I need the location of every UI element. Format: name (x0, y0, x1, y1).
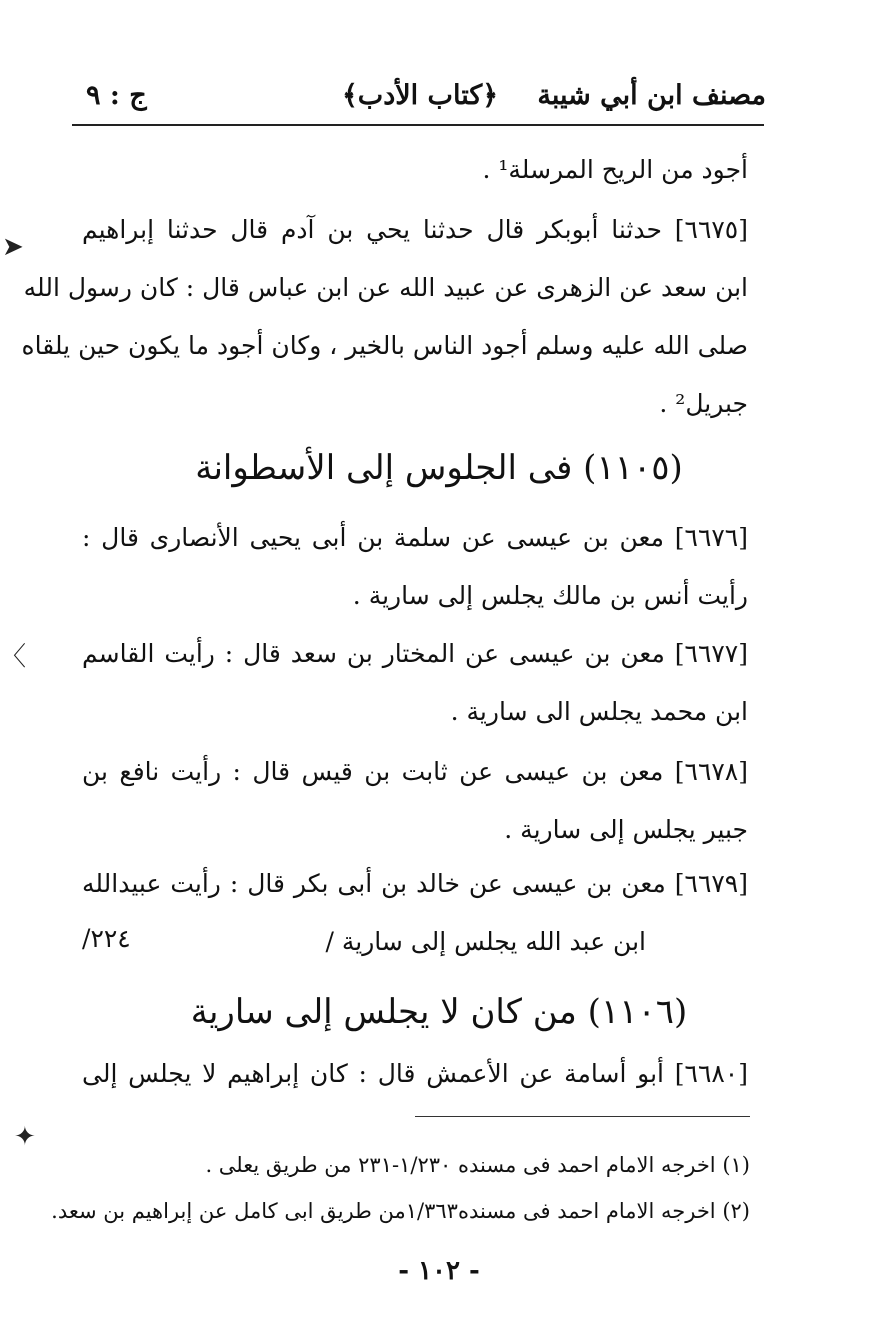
chapter-heading-1105: (١١٠٥) فى الجلوس إلى الأسطوانة (195, 448, 683, 488)
page-number: - ١٠٢ - (398, 1256, 480, 1286)
footnote-1: (١) اخرجه الامام احمد فى مسنده ١/٢٣٠-٢٣١ من طريق يعلى . (205, 1153, 750, 1177)
hadith-6679-line: [٦٦٧٩] معن بن عيسى عن خالد بن أبى بكر قال : رأيت عبيدالله (82, 869, 748, 898)
manuscript-page-ref: ٢٢٤/ (82, 924, 131, 953)
body-line: جبريل² . (659, 389, 748, 418)
body-line: أجود من الريح المرسلة¹ . (482, 155, 748, 184)
margin-star-mark: ✦ (14, 1122, 36, 1152)
section-title: ﴿كتاب الأدب﴾ (341, 80, 499, 111)
body-line: ابن عبد الله يجلس إلى سارية / (325, 927, 646, 956)
footnote-2: (٢) اخرجه الامام احمد فى مسنده١/٣٦٣من طريق ابى كامل عن إبراهيم بن سعد. (51, 1199, 750, 1223)
book-title: مصنف ابن أبي شيبة (537, 80, 766, 111)
chapter-heading-1106: (١١٠٦) من كان لا يجلس إلى سارية (190, 992, 688, 1032)
hadith-6676-line: [٦٦٧٦] معن بن عيسى عن سلمة بن أبى يحيى الأنصارى قال : (82, 523, 748, 552)
footnote-divider (415, 1116, 750, 1117)
body-line: رأيت أنس بن مالك يجلس إلى سارية . (352, 581, 748, 610)
hadith-6678-line: [٦٦٧٨] معن بن عيسى عن ثابت بن قيس قال : رأيت نافع بن (82, 757, 748, 786)
body-line: ابن سعد عن الزهرى عن عبيد الله عن ابن عباس قال : كان رسول الله (23, 273, 748, 302)
hadith-6677-line: [٦٦٧٧] معن بن عيسى عن المختار بن سعد قال : رأيت القاسم (82, 639, 748, 668)
margin-bracket-mark: 〈 (0, 642, 27, 672)
body-line: ابن محمد يجلس الى سارية . (450, 697, 748, 726)
body-line: صلى الله عليه وسلم أجود الناس بالخير ، وكان أجود ما يكون حين يلقاه (21, 331, 748, 360)
body-line: جبير يجلس إلى سارية . (504, 815, 748, 844)
running-header (74, 76, 766, 120)
margin-arrow-mark: ➤ (2, 232, 24, 262)
hadith-6675-line: [٦٦٧٥] حدثنا أبوبكر قال حدثنا يحي بن آدم قال حدثنا إبراهيم (82, 215, 748, 244)
hadith-6680-line: [٦٦٨٠] أبو أسامة عن الأعمش قال : كان إبراهيم لا يجلس إلى (82, 1059, 748, 1088)
header-divider (72, 124, 764, 126)
volume-number: ج : ٩ (86, 80, 147, 111)
